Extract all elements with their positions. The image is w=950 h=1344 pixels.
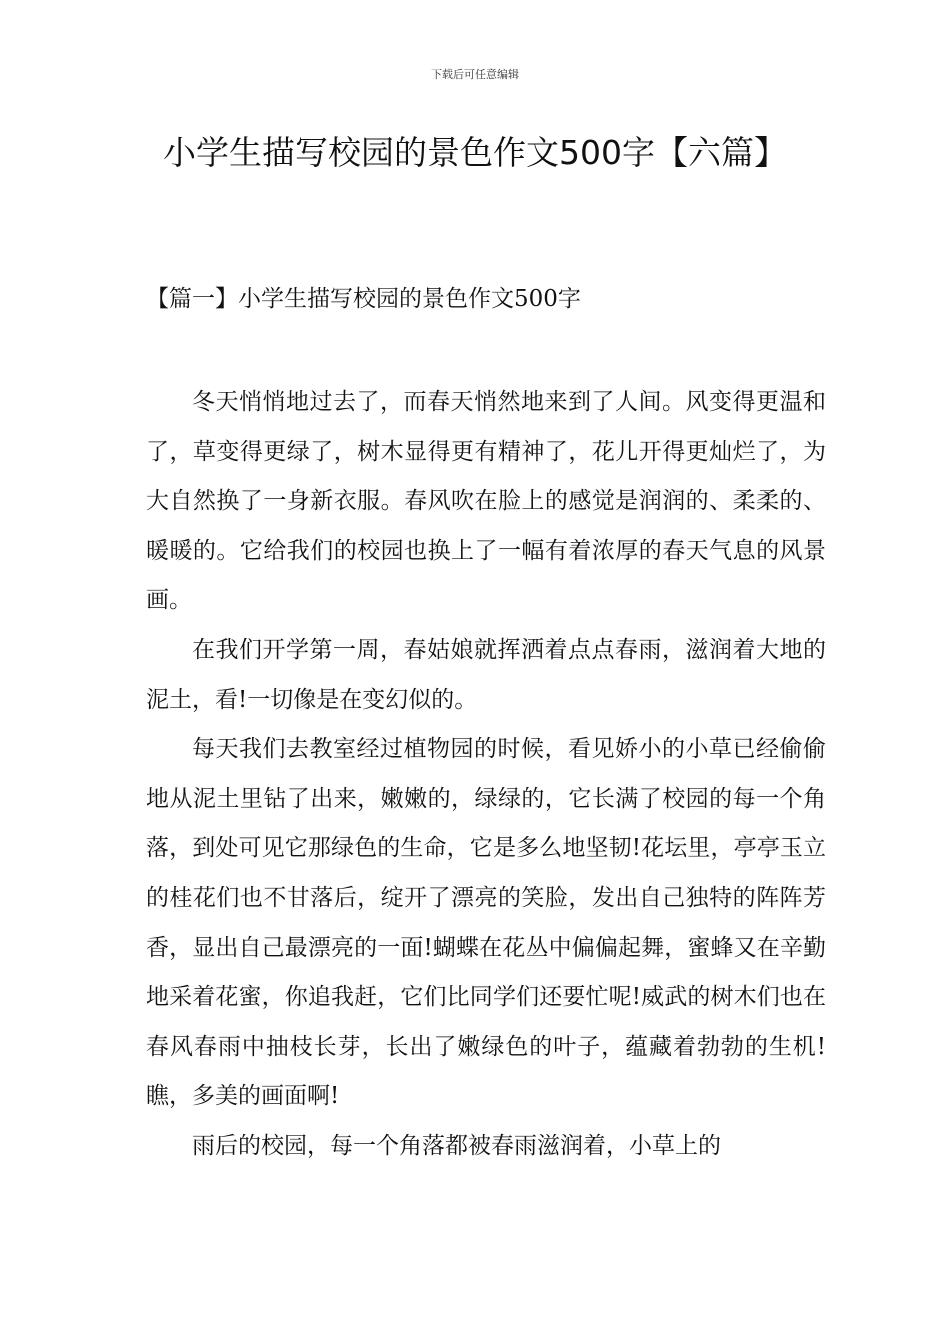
paragraph: 每天我们去教室经过植物园的时候，看见娇小的小草已经偷偷地从泥土里钻了出来，嫩嫩的，绿绿的，它长满了校园的每一个角落，到处可见它那绿色的生命，它是多么地坚韧!花坛里，亭亭玉立的桂花们也不甘落后，绽开了漂亮的笑脸，发出自己独特的阵阵芳香，显出自己最漂亮的一面!蝴蝶在花丛中偏偏起舞，蜜蜂又在辛勤地采着花蜜，你追我赶，它们比同学们还要忙呢!威武的树木们也在春风春雨中抽枝长芽，长出了嫩绿色的叶子，蕴藏着勃勃的生机!瞧，多美的画面啊!: [146, 736, 826, 1110]
paragraph: 冬天悄悄地过去了，而春天悄然地来到了人间。风变得更温和了，草变得更绿了，树木显得更有精神了，花儿开得更灿烂了，为大自然换了一身新衣服。春风吹在脸上的感觉是润润的、柔柔的、暖暖的。它给我们的校园也换上了一幅有着浓厚的春天气息的风景画。: [146, 389, 826, 614]
header-note: 下载后可任意编辑: [431, 68, 519, 81]
document-title: 小学生描写校园的景色作文500字【六篇】: [163, 133, 787, 172]
section-heading: 【篇一】小学生描写校园的景色作文500字: [146, 286, 581, 312]
paragraph: 在我们开学第一周，春姑娘就挥洒着点点春雨，滋润着大地的泥土，看!一切像是在变幻似的。: [146, 636, 826, 713]
article-body: [146, 378, 826, 1172]
paragraph: 雨后的校园，每一个角落都被春雨滋润着，小草上的: [192, 1132, 721, 1159]
